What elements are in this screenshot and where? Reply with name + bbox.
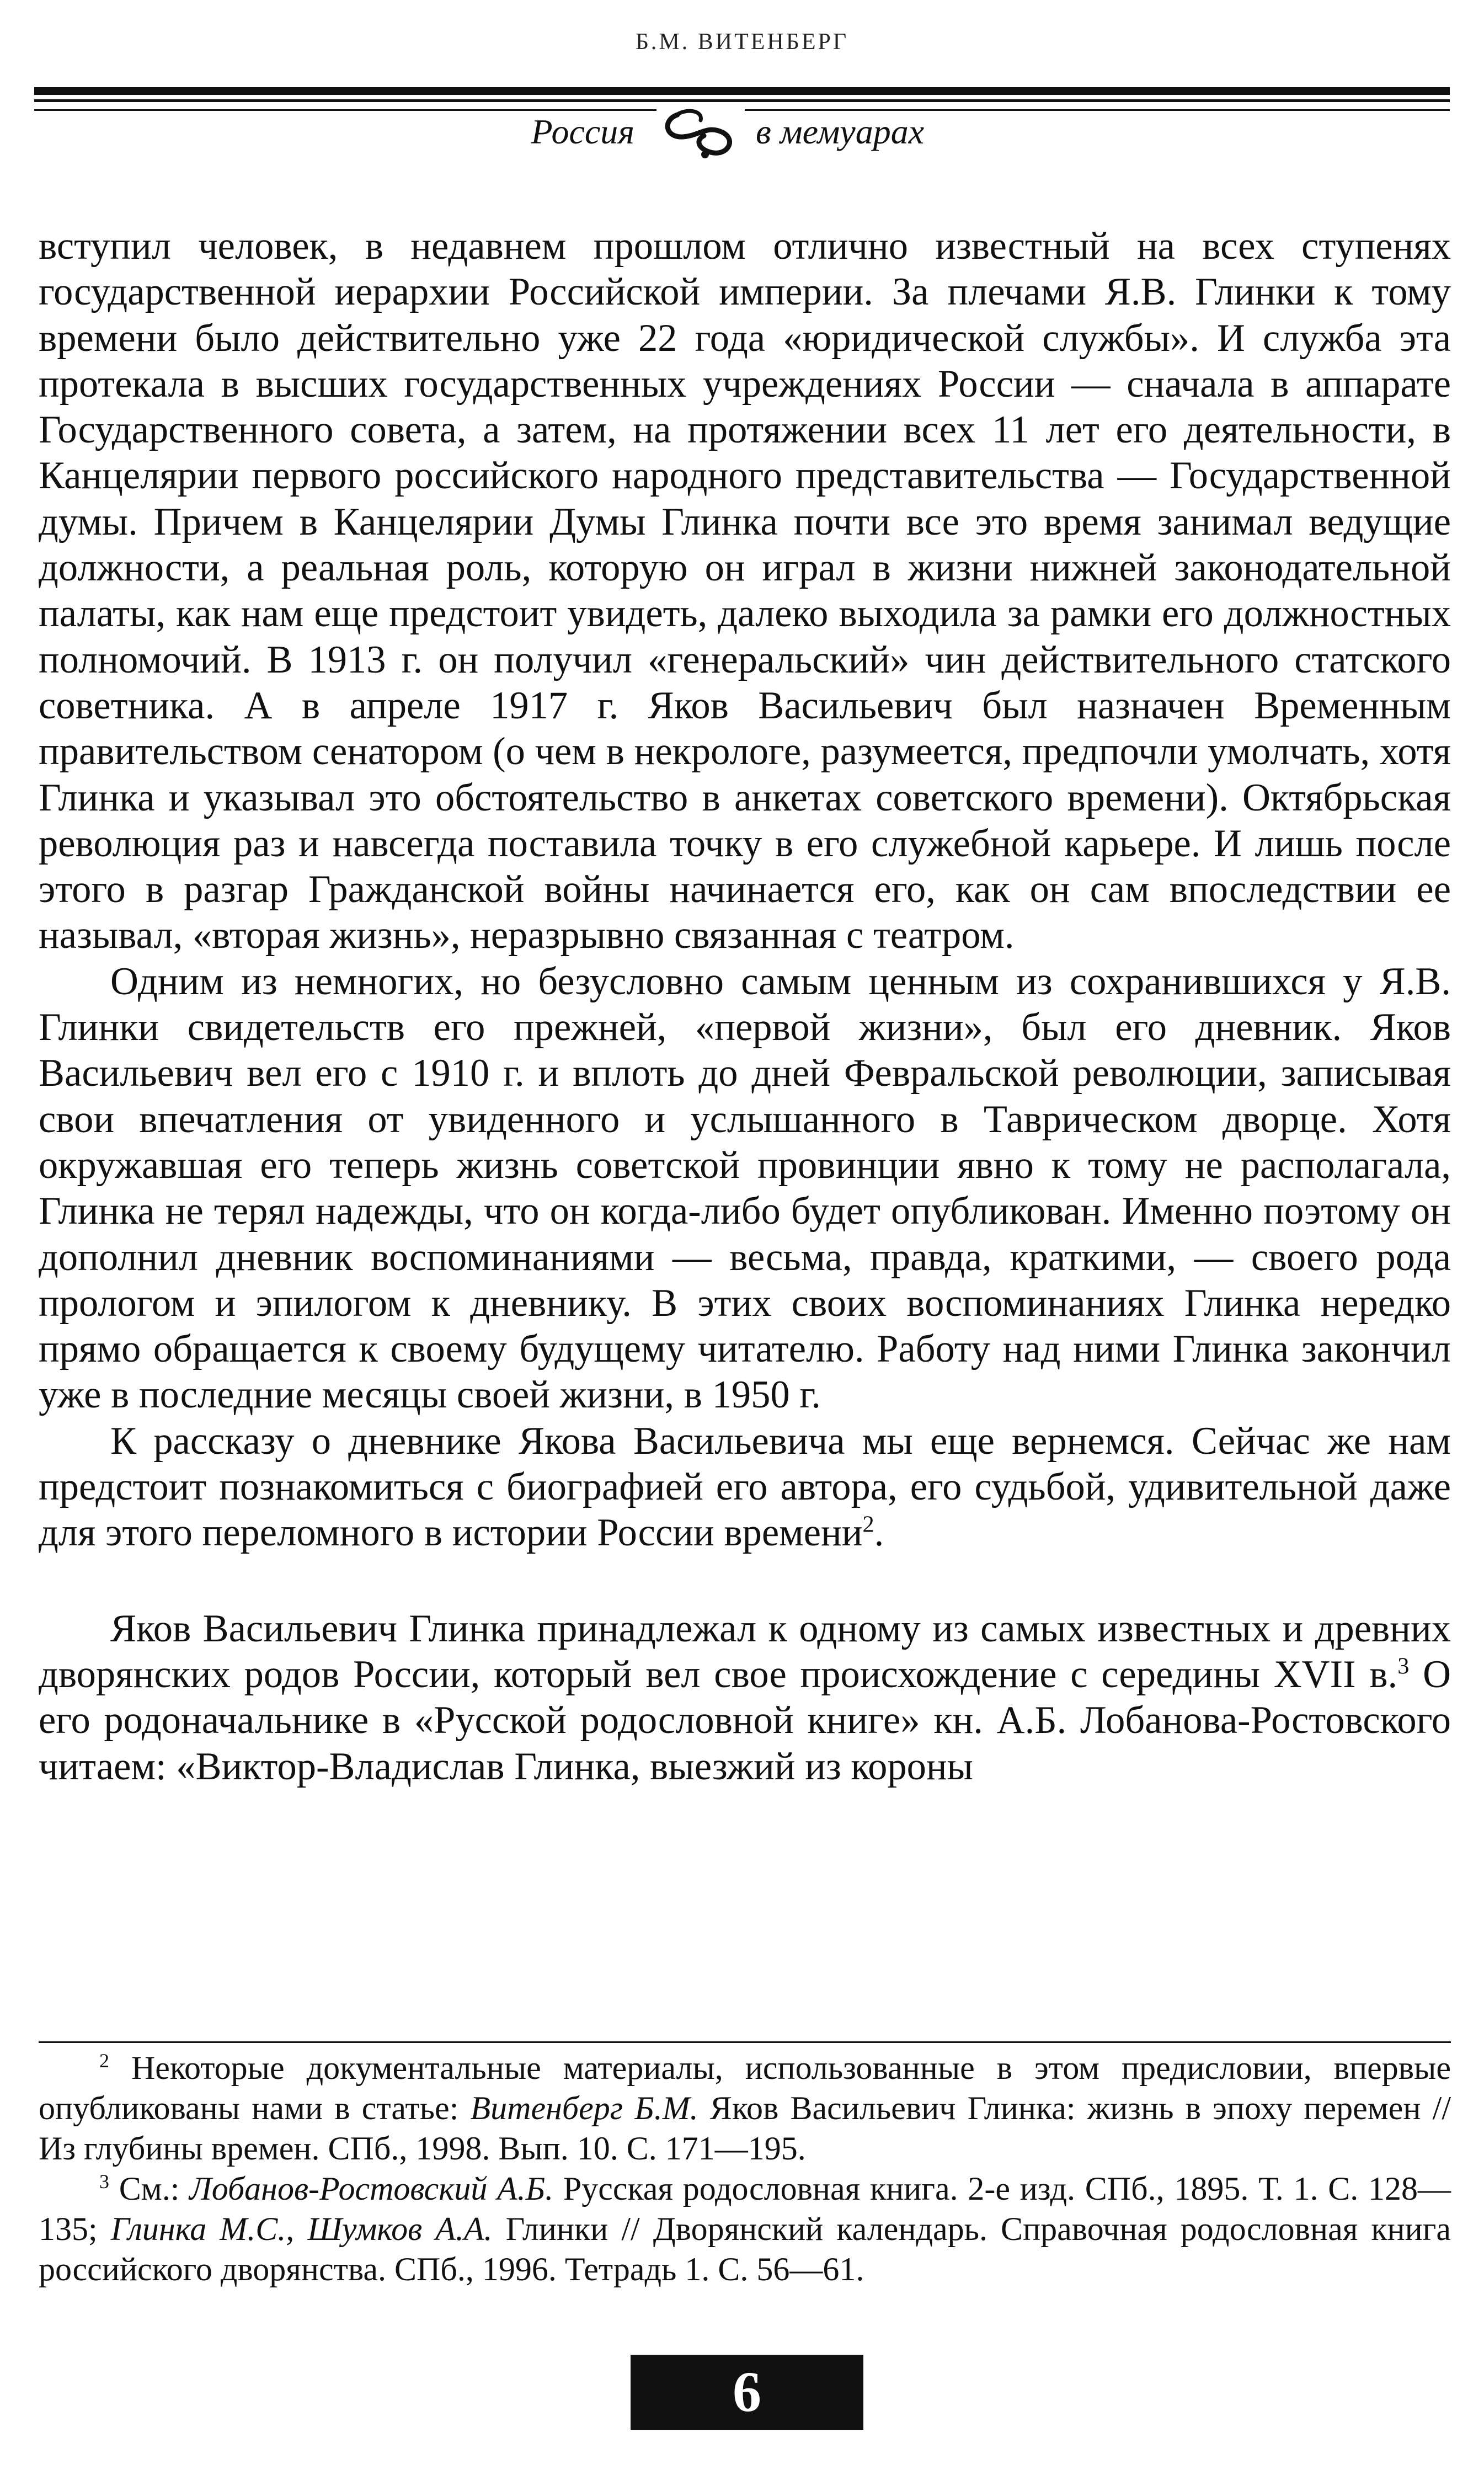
page-number: 6 bbox=[631, 2355, 863, 2430]
footnote-2-text-a: Некоторые документальные материалы, использованные в этом предисловии, впервые опубликованы нами в статье: bbox=[39, 2050, 1451, 2126]
footnote-3-mark: 3 bbox=[99, 2170, 109, 2193]
footnote-3-text-a: См.: bbox=[109, 2170, 190, 2207]
paragraph-4-text-b: О его родоначальнике в «Русской родословной книге» кн. А.Б. Лобанова-Ростовского читаем: «Виктор-Владислав Глинка, выезжий из короны bbox=[39, 1652, 1451, 1788]
footnote-ref-3: 3 bbox=[1397, 1653, 1410, 1679]
series-title-left: Россия bbox=[526, 111, 640, 152]
running-title: Б.М. ВИТЕНБЕРГ bbox=[635, 29, 849, 55]
footnote-ref-2: 2 bbox=[862, 1511, 874, 1538]
paragraph-3 bbox=[39, 1418, 1451, 1556]
series-title-right: в мемуарах bbox=[750, 111, 930, 152]
footnote-3-author-1: Лобанов-Ростовский А.Б. bbox=[189, 2170, 554, 2207]
paragraph-1: вступил человек, в недавнем прошлом отлично известный на всех ступенях государственной иерархии Российской империи. За плечами Я.В. Глинки к тому времени было действительно уже 22 года «юридической службы». И служба эта протекала в высших государственных учреждениях России — сначала в аппарате Государственного совета, а затем, на протяжении всех 11 лет его деятельности, в Канцелярии первого российского народного представительства — Государственной думы. Причем в Канцелярии Думы Глинка почти все это время занимал ведущие должности, а реальная роль, которую он играл в жизни нижней законодательной палаты, как нам еще предстоит увидеть, далеко выходила за рамки его должностных полномочий. В 1913 г. он получил «генеральский» чин действительного статского советника. А в апреле 1917 г. Яков Васильевич был назначен Временным правительством сенатором (о чем в некрологе, разумеется, предпочли умолчать, хотя Глинка и указывал это обстоятельство в анкетах советского времени). Октябрьская революция раз и навсегда поставила точку в его служебной карьере. И лишь после этого в разгар Гражданской войны начинается его, как он сам впоследствии ее называл, «вторая жизнь», неразрывно связанная с театром. bbox=[39, 225, 1451, 957]
series-title bbox=[0, 110, 1484, 160]
footnote-2-mark: 2 bbox=[99, 2050, 109, 2072]
paragraph-4 bbox=[39, 1606, 1451, 1790]
swirl-ornament-icon bbox=[656, 104, 745, 164]
main-text bbox=[39, 223, 1451, 1790]
paragraph-3-text: К рассказу о дневнике Якова Васильевича мы еще вернемся. Сейчас же нам предстоит познакомиться с биографией его автора, его судьбой, удивительной даже для этого переломного в истории России времени bbox=[39, 1419, 1451, 1555]
footnote-3-text-c: Глинки // Дворянский календарь. Справочная родословная книга российского дворянства. СПб., 1996. Тетрадь 1. С. 56—61. bbox=[39, 2211, 1451, 2287]
paragraph-4-text-a: Яков Васильевич Глинка принадлежал к одному из самых известных и древних дворянских родов России, который вел свое происхождение с середины XVII в. bbox=[39, 1607, 1451, 1696]
footnote-2-author: Витенберг Б.М. bbox=[470, 2090, 698, 2126]
footnote-3 bbox=[39, 2169, 1451, 2290]
footnote-separator bbox=[39, 2041, 1451, 2043]
header-rule-medium bbox=[34, 99, 1450, 102]
footnotes bbox=[39, 2048, 1451, 2290]
footnote-2 bbox=[39, 2048, 1451, 2169]
footnote-3-text-b: Русская родословная книга. 2-е изд. СПб., 1895. Т. 1. С. 128—135; bbox=[39, 2170, 1451, 2247]
footnote-3-author-2: Глинка М.С., Шумков А.А. bbox=[110, 2211, 493, 2247]
paragraph-3-end: . bbox=[874, 1511, 884, 1555]
footnote-2-text-b: Яков Васильевич Глинка: жизнь в эпоху перемен // Из глубины времен. СПб., 1998. Вып. 10. С. 171—195. bbox=[39, 2090, 1451, 2167]
header-rule-thick bbox=[34, 87, 1450, 95]
paragraph-2: Одним из немногих, но безусловно самым ценным из сохранившихся у Я.В. Глинки свидетельств его прежней, «первой жизни», был его дневник. Яков Васильевич вел его с 1910 г. и вплоть до дней Февральской революции, записывая свои впечатления от увиденного и услышанного в Таврическом дворце. Хотя окружавшая его теперь жизнь советской провинции явно к тому не располагала, Глинка не терял надежды, что он когда-либо будет опубликован. Именно поэтому он дополнил дневник воспоминаниями — весьма, правда, краткими, — своего рода прологом и эпилогом к дневнику. В этих своих воспоминаниях Глинка нередко прямо обращается к своему будущему читателю. Работу над ними Глинка закончил уже в последние месяцы своей жизни, в 1950 г. bbox=[39, 959, 1451, 1417]
